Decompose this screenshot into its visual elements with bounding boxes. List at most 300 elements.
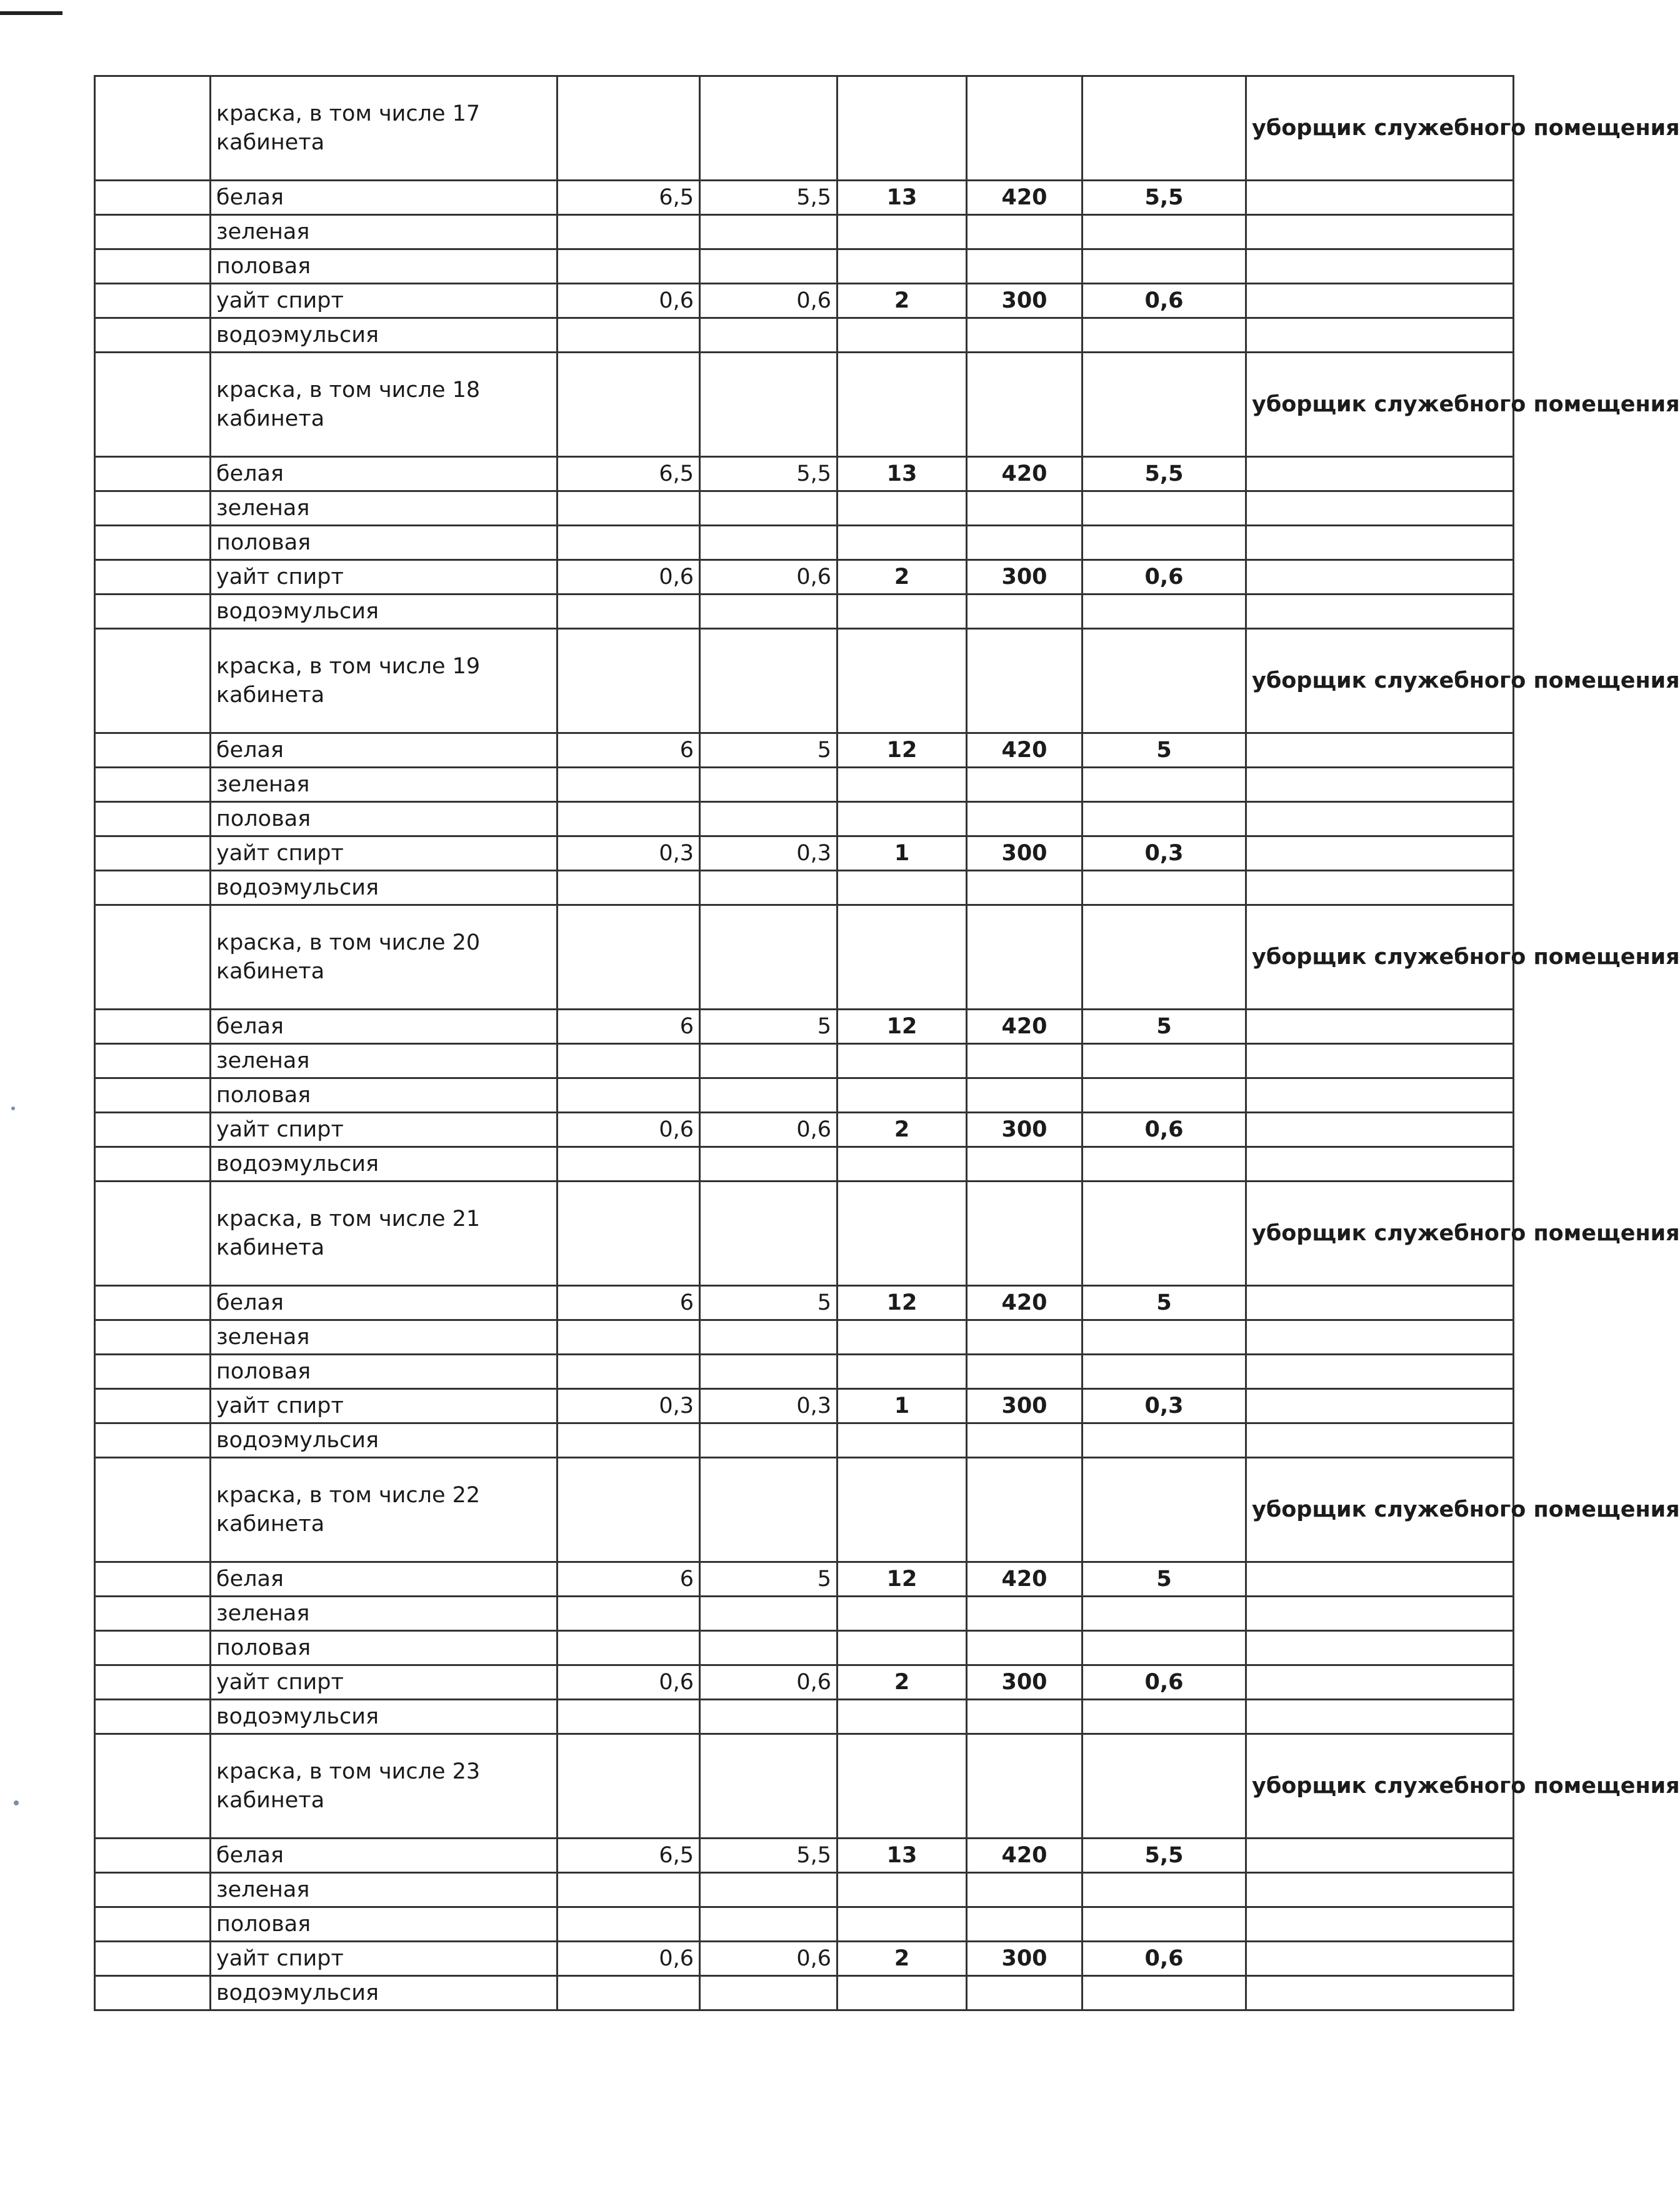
value-cell-b bbox=[700, 1907, 838, 1942]
group-heading-line: кабинета bbox=[216, 406, 325, 431]
value-cell bbox=[838, 1458, 967, 1562]
value-cell-c: 2 bbox=[838, 1942, 967, 1976]
value-cell bbox=[967, 905, 1082, 1010]
value-cell-e bbox=[1082, 1355, 1246, 1389]
value-cell bbox=[838, 629, 967, 733]
value-cell-e: 0,6 bbox=[1082, 560, 1246, 595]
number-cell bbox=[95, 353, 211, 457]
material-name-cell: водоэмульсия bbox=[211, 1976, 558, 2010]
responsible-cell-empty bbox=[1246, 284, 1514, 318]
value-cell-e bbox=[1082, 526, 1246, 560]
value-cell-a: 6,5 bbox=[558, 1839, 700, 1873]
value-cell-d bbox=[967, 526, 1082, 560]
number-cell bbox=[95, 1389, 211, 1423]
responsible-cell-empty bbox=[1246, 1355, 1514, 1389]
number-cell bbox=[95, 629, 211, 733]
value-cell-a bbox=[558, 526, 700, 560]
value-cell-e: 5,5 bbox=[1082, 1839, 1246, 1873]
value-cell-b bbox=[700, 318, 838, 353]
value-cell-e: 0,6 bbox=[1082, 284, 1246, 318]
material-name-cell: зеленая bbox=[211, 1597, 558, 1631]
table-row bbox=[95, 1562, 1514, 1597]
table-row bbox=[95, 768, 1514, 802]
value-cell-a: 0,6 bbox=[558, 284, 700, 318]
table-row bbox=[95, 1423, 1514, 1458]
table-row bbox=[95, 1665, 1514, 1700]
value-cell-b: 0,6 bbox=[700, 1942, 838, 1976]
value-cell-c bbox=[838, 768, 967, 802]
number-cell bbox=[95, 526, 211, 560]
value-cell bbox=[838, 905, 967, 1010]
value-cell-b bbox=[700, 215, 838, 249]
material-name-cell: зеленая bbox=[211, 1873, 558, 1907]
responsible-cell-empty bbox=[1246, 1631, 1514, 1665]
responsible-cell-empty bbox=[1246, 1078, 1514, 1113]
scan-corner-mark bbox=[0, 11, 62, 15]
table-row bbox=[95, 1113, 1514, 1147]
material-name-cell: белая bbox=[211, 733, 558, 768]
material-name-cell: зеленая bbox=[211, 491, 558, 526]
number-cell bbox=[95, 1044, 211, 1078]
value-cell-d: 300 bbox=[967, 836, 1082, 871]
value-cell-e bbox=[1082, 595, 1246, 629]
value-cell-e bbox=[1082, 215, 1246, 249]
value-cell-a: 0,6 bbox=[558, 1665, 700, 1700]
value-cell-c bbox=[838, 802, 967, 836]
number-cell bbox=[95, 1458, 211, 1562]
table-row bbox=[95, 802, 1514, 836]
value-cell-a bbox=[558, 249, 700, 284]
value-cell-d bbox=[967, 1873, 1082, 1907]
value-cell-b: 5,5 bbox=[700, 1839, 838, 1873]
group-heading-name bbox=[211, 353, 558, 457]
value-cell-c bbox=[838, 318, 967, 353]
value-cell-c bbox=[838, 249, 967, 284]
value-cell-c bbox=[838, 1907, 967, 1942]
value-cell-d: 300 bbox=[967, 1389, 1082, 1423]
responsible-cell-empty bbox=[1246, 215, 1514, 249]
value-cell-b bbox=[700, 1873, 838, 1907]
responsible-cell-empty bbox=[1246, 1562, 1514, 1597]
value-cell-d bbox=[967, 1320, 1082, 1355]
responsible-cell-empty bbox=[1246, 733, 1514, 768]
material-name-cell: половая bbox=[211, 526, 558, 560]
number-cell bbox=[95, 595, 211, 629]
value-cell-e bbox=[1082, 1597, 1246, 1631]
group-heading-row bbox=[95, 1182, 1514, 1286]
number-cell bbox=[95, 802, 211, 836]
value-cell bbox=[838, 353, 967, 457]
group-heading-line: кабинета bbox=[216, 1512, 325, 1537]
group-heading-row bbox=[95, 1458, 1514, 1562]
table-row bbox=[95, 491, 1514, 526]
value-cell-a: 6 bbox=[558, 733, 700, 768]
value-cell bbox=[700, 353, 838, 457]
value-cell-c: 12 bbox=[838, 1562, 967, 1597]
value-cell bbox=[1082, 76, 1246, 181]
value-cell-e: 5,5 bbox=[1082, 457, 1246, 491]
number-cell bbox=[95, 560, 211, 595]
value-cell-a bbox=[558, 1044, 700, 1078]
value-cell bbox=[558, 629, 700, 733]
table-row bbox=[95, 1286, 1514, 1320]
value-cell-d: 420 bbox=[967, 733, 1082, 768]
value-cell-a: 6 bbox=[558, 1010, 700, 1044]
number-cell bbox=[95, 1907, 211, 1942]
number-cell bbox=[95, 1113, 211, 1147]
responsible-cell-empty bbox=[1246, 1976, 1514, 2010]
value-cell-e bbox=[1082, 491, 1246, 526]
responsible-cell-empty bbox=[1246, 1010, 1514, 1044]
value-cell bbox=[558, 76, 700, 181]
responsible-cell-empty bbox=[1246, 249, 1514, 284]
value-cell-c bbox=[838, 215, 967, 249]
table-row bbox=[95, 560, 1514, 595]
group-heading-line: кабинета bbox=[216, 683, 325, 708]
group-heading-row bbox=[95, 353, 1514, 457]
value-cell-d: 300 bbox=[967, 1665, 1082, 1700]
value-cell-d bbox=[967, 1631, 1082, 1665]
value-cell-e bbox=[1082, 768, 1246, 802]
number-cell bbox=[95, 1700, 211, 1734]
number-cell bbox=[95, 1873, 211, 1907]
table-row bbox=[95, 1700, 1514, 1734]
material-name-cell: уайт спирт bbox=[211, 1389, 558, 1423]
table-row bbox=[95, 1010, 1514, 1044]
value-cell-d: 420 bbox=[967, 1562, 1082, 1597]
value-cell-a bbox=[558, 1907, 700, 1942]
responsible-cell-empty bbox=[1246, 491, 1514, 526]
number-cell bbox=[95, 1320, 211, 1355]
value-cell-c: 12 bbox=[838, 733, 967, 768]
value-cell bbox=[558, 1182, 700, 1286]
table-row bbox=[95, 1355, 1514, 1389]
value-cell-e bbox=[1082, 1078, 1246, 1113]
value-cell-a bbox=[558, 215, 700, 249]
value-cell-d: 300 bbox=[967, 284, 1082, 318]
table-row bbox=[95, 1907, 1514, 1942]
group-heading-row bbox=[95, 905, 1514, 1010]
number-cell bbox=[95, 836, 211, 871]
value-cell-b bbox=[700, 1976, 838, 2010]
value-cell-c bbox=[838, 1597, 967, 1631]
number-cell bbox=[95, 1423, 211, 1458]
group-heading-line: кабинета bbox=[216, 1235, 325, 1260]
value-cell-c bbox=[838, 871, 967, 905]
value-cell-a bbox=[558, 1976, 700, 2010]
value-cell-b bbox=[700, 871, 838, 905]
value-cell-b: 5 bbox=[700, 1010, 838, 1044]
number-cell bbox=[95, 457, 211, 491]
value-cell-b bbox=[700, 1078, 838, 1113]
number-cell bbox=[95, 1562, 211, 1597]
value-cell-c: 2 bbox=[838, 560, 967, 595]
responsible-cell: уборщик служебного помещения bbox=[1246, 1182, 1514, 1286]
value-cell-b: 0,6 bbox=[700, 1113, 838, 1147]
number-cell bbox=[95, 1976, 211, 2010]
value-cell-a bbox=[558, 595, 700, 629]
table-row bbox=[95, 1320, 1514, 1355]
value-cell-e bbox=[1082, 1907, 1246, 1942]
value-cell-d: 300 bbox=[967, 1942, 1082, 1976]
value-cell-d bbox=[967, 1423, 1082, 1458]
table-row bbox=[95, 181, 1514, 215]
number-cell bbox=[95, 871, 211, 905]
number-cell bbox=[95, 1355, 211, 1389]
value-cell bbox=[1082, 1458, 1246, 1562]
group-heading-line: кабинета bbox=[216, 959, 325, 984]
value-cell-c bbox=[838, 1873, 967, 1907]
paint-consumption-table bbox=[94, 75, 1680, 2011]
number-cell bbox=[95, 1631, 211, 1665]
value-cell-b: 0,6 bbox=[700, 284, 838, 318]
value-cell bbox=[838, 1734, 967, 1839]
value-cell bbox=[558, 1458, 700, 1562]
table-row bbox=[95, 836, 1514, 871]
value-cell-a bbox=[558, 1597, 700, 1631]
number-cell bbox=[95, 1010, 211, 1044]
value-cell-c bbox=[838, 1976, 967, 2010]
value-cell bbox=[700, 905, 838, 1010]
value-cell-a bbox=[558, 768, 700, 802]
responsible-cell-empty bbox=[1246, 1044, 1514, 1078]
value-cell-a: 0,3 bbox=[558, 836, 700, 871]
value-cell-d: 420 bbox=[967, 457, 1082, 491]
value-cell-e bbox=[1082, 802, 1246, 836]
value-cell-c bbox=[838, 1078, 967, 1113]
value-cell-a bbox=[558, 318, 700, 353]
number-cell bbox=[95, 181, 211, 215]
value-cell-e: 5 bbox=[1082, 1286, 1246, 1320]
table-row bbox=[95, 595, 1514, 629]
table-row bbox=[95, 318, 1514, 353]
material-name-cell: белая bbox=[211, 1839, 558, 1873]
responsible-cell: уборщик служебного помещения bbox=[1246, 1734, 1514, 1839]
value-cell-a: 0,6 bbox=[558, 1942, 700, 1976]
value-cell-c bbox=[838, 1423, 967, 1458]
number-cell bbox=[95, 491, 211, 526]
responsible-cell-empty bbox=[1246, 802, 1514, 836]
value-cell-d bbox=[967, 1597, 1082, 1631]
value-cell-b bbox=[700, 1147, 838, 1182]
value-cell-e: 5 bbox=[1082, 1010, 1246, 1044]
value-cell-c: 13 bbox=[838, 1839, 967, 1873]
material-name-cell: белая bbox=[211, 1010, 558, 1044]
material-name-cell: водоэмульсия bbox=[211, 1700, 558, 1734]
responsible-cell-empty bbox=[1246, 1113, 1514, 1147]
responsible-cell-empty bbox=[1246, 1873, 1514, 1907]
number-cell bbox=[95, 905, 211, 1010]
value-cell bbox=[967, 353, 1082, 457]
number-cell bbox=[95, 1286, 211, 1320]
value-cell-c: 2 bbox=[838, 284, 967, 318]
value-cell-a bbox=[558, 1423, 700, 1458]
value-cell-e bbox=[1082, 1147, 1246, 1182]
value-cell-b bbox=[700, 526, 838, 560]
value-cell-b bbox=[700, 249, 838, 284]
value-cell-b: 5,5 bbox=[700, 181, 838, 215]
value-cell-e bbox=[1082, 1320, 1246, 1355]
responsible-cell-empty bbox=[1246, 560, 1514, 595]
value-cell-e: 0,3 bbox=[1082, 836, 1246, 871]
value-cell-b bbox=[700, 1320, 838, 1355]
value-cell bbox=[838, 76, 967, 181]
responsible-cell-empty bbox=[1246, 181, 1514, 215]
value-cell-b bbox=[700, 491, 838, 526]
number-cell bbox=[95, 1597, 211, 1631]
value-cell-b bbox=[700, 1044, 838, 1078]
table-row bbox=[95, 457, 1514, 491]
value-cell bbox=[967, 1734, 1082, 1839]
value-cell bbox=[838, 1182, 967, 1286]
value-cell-c: 1 bbox=[838, 1389, 967, 1423]
responsible-cell-empty bbox=[1246, 1320, 1514, 1355]
value-cell-b: 0,3 bbox=[700, 1389, 838, 1423]
value-cell-a bbox=[558, 1631, 700, 1665]
value-cell bbox=[967, 1182, 1082, 1286]
value-cell-a bbox=[558, 802, 700, 836]
group-heading-row bbox=[95, 76, 1514, 181]
number-cell bbox=[95, 1182, 211, 1286]
group-heading-line: краска, в том числе 18 bbox=[216, 378, 481, 403]
table-row bbox=[95, 1942, 1514, 1976]
value-cell-a bbox=[558, 1320, 700, 1355]
value-cell bbox=[558, 905, 700, 1010]
value-cell bbox=[700, 76, 838, 181]
group-heading-line: краска, в том числе 20 bbox=[216, 930, 481, 955]
table-row bbox=[95, 733, 1514, 768]
group-heading-name bbox=[211, 1182, 558, 1286]
table-row bbox=[95, 1976, 1514, 2010]
number-cell bbox=[95, 1942, 211, 1976]
value-cell-a: 0,3 bbox=[558, 1389, 700, 1423]
number-cell bbox=[95, 768, 211, 802]
material-name-cell: зеленая bbox=[211, 1044, 558, 1078]
material-name-cell: белая bbox=[211, 1286, 558, 1320]
responsible-cell-empty bbox=[1246, 526, 1514, 560]
value-cell-c: 12 bbox=[838, 1286, 967, 1320]
responsible-cell-empty bbox=[1246, 871, 1514, 905]
group-heading-name bbox=[211, 1458, 558, 1562]
value-cell bbox=[967, 1458, 1082, 1562]
material-name-cell: водоэмульсия bbox=[211, 318, 558, 353]
responsible-cell-empty bbox=[1246, 1700, 1514, 1734]
value-cell bbox=[700, 629, 838, 733]
material-name-cell: водоэмульсия bbox=[211, 595, 558, 629]
material-name-cell: уайт спирт bbox=[211, 1665, 558, 1700]
value-cell-d: 420 bbox=[967, 1010, 1082, 1044]
material-name-cell: половая bbox=[211, 802, 558, 836]
value-cell-d bbox=[967, 802, 1082, 836]
value-cell-c bbox=[838, 1044, 967, 1078]
value-cell-e bbox=[1082, 1631, 1246, 1665]
table-row bbox=[95, 1839, 1514, 1873]
table-row bbox=[95, 871, 1514, 905]
value-cell-e: 0,6 bbox=[1082, 1113, 1246, 1147]
table-row bbox=[95, 1044, 1514, 1078]
responsible-cell-empty bbox=[1246, 1423, 1514, 1458]
group-heading-line: краска, в том числе 17 bbox=[216, 101, 481, 126]
value-cell-b: 5,5 bbox=[700, 457, 838, 491]
material-name-cell: водоэмульсия bbox=[211, 871, 558, 905]
value-cell-c bbox=[838, 1631, 967, 1665]
number-cell bbox=[95, 1734, 211, 1839]
value-cell-d bbox=[967, 1078, 1082, 1113]
value-cell-d: 300 bbox=[967, 1113, 1082, 1147]
material-name-cell: уайт спирт bbox=[211, 836, 558, 871]
value-cell-d bbox=[967, 1700, 1082, 1734]
value-cell-a: 6,5 bbox=[558, 457, 700, 491]
responsible-cell: уборщик служебного помещения bbox=[1246, 353, 1514, 457]
material-name-cell: половая bbox=[211, 1078, 558, 1113]
value-cell-a: 6 bbox=[558, 1286, 700, 1320]
responsible-cell: уборщик служебного помещения bbox=[1246, 76, 1514, 181]
material-name-cell: половая bbox=[211, 1355, 558, 1389]
material-name-cell: половая bbox=[211, 249, 558, 284]
value-cell-a: 6 bbox=[558, 1562, 700, 1597]
table-row bbox=[95, 1631, 1514, 1665]
value-cell-c: 13 bbox=[838, 457, 967, 491]
value-cell-c: 13 bbox=[838, 181, 967, 215]
responsible-cell-empty bbox=[1246, 1942, 1514, 1976]
value-cell-b: 5 bbox=[700, 733, 838, 768]
responsible-cell-empty bbox=[1246, 836, 1514, 871]
value-cell-c bbox=[838, 1355, 967, 1389]
value-cell-a: 6,5 bbox=[558, 181, 700, 215]
material-name-cell: зеленая bbox=[211, 768, 558, 802]
group-heading-row bbox=[95, 1734, 1514, 1839]
value-cell-d bbox=[967, 249, 1082, 284]
group-heading-line: кабинета bbox=[216, 1788, 325, 1813]
value-cell-b: 5 bbox=[700, 1286, 838, 1320]
value-cell-d: 420 bbox=[967, 1286, 1082, 1320]
value-cell-b: 0,6 bbox=[700, 1665, 838, 1700]
group-heading-name bbox=[211, 1734, 558, 1839]
value-cell-b bbox=[700, 1597, 838, 1631]
value-cell-d bbox=[967, 318, 1082, 353]
value-cell-b bbox=[700, 595, 838, 629]
value-cell bbox=[967, 76, 1082, 181]
group-heading-line: краска, в том числе 23 bbox=[216, 1759, 481, 1784]
table-row bbox=[95, 1147, 1514, 1182]
number-cell bbox=[95, 284, 211, 318]
number-cell bbox=[95, 1078, 211, 1113]
table-row bbox=[95, 284, 1514, 318]
material-name-cell: белая bbox=[211, 457, 558, 491]
responsible-cell-empty bbox=[1246, 768, 1514, 802]
value-cell-b bbox=[700, 1423, 838, 1458]
material-name-cell: белая bbox=[211, 1562, 558, 1597]
number-cell bbox=[95, 1147, 211, 1182]
group-heading-name bbox=[211, 905, 558, 1010]
number-cell bbox=[95, 318, 211, 353]
material-name-cell: уайт спирт bbox=[211, 560, 558, 595]
value-cell-e: 0,3 bbox=[1082, 1389, 1246, 1423]
value-cell-e bbox=[1082, 1423, 1246, 1458]
value-cell-a bbox=[558, 1355, 700, 1389]
value-cell-b: 5 bbox=[700, 1562, 838, 1597]
value-cell-d bbox=[967, 1147, 1082, 1182]
group-heading-line: кабинета bbox=[216, 130, 325, 155]
value-cell-d bbox=[967, 1355, 1082, 1389]
number-cell bbox=[95, 733, 211, 768]
value-cell-d bbox=[967, 768, 1082, 802]
group-heading-row bbox=[95, 629, 1514, 733]
group-heading-line: краска, в том числе 22 bbox=[216, 1483, 481, 1508]
value-cell-c: 2 bbox=[838, 1113, 967, 1147]
value-cell-d: 420 bbox=[967, 1839, 1082, 1873]
number-cell bbox=[95, 1839, 211, 1873]
